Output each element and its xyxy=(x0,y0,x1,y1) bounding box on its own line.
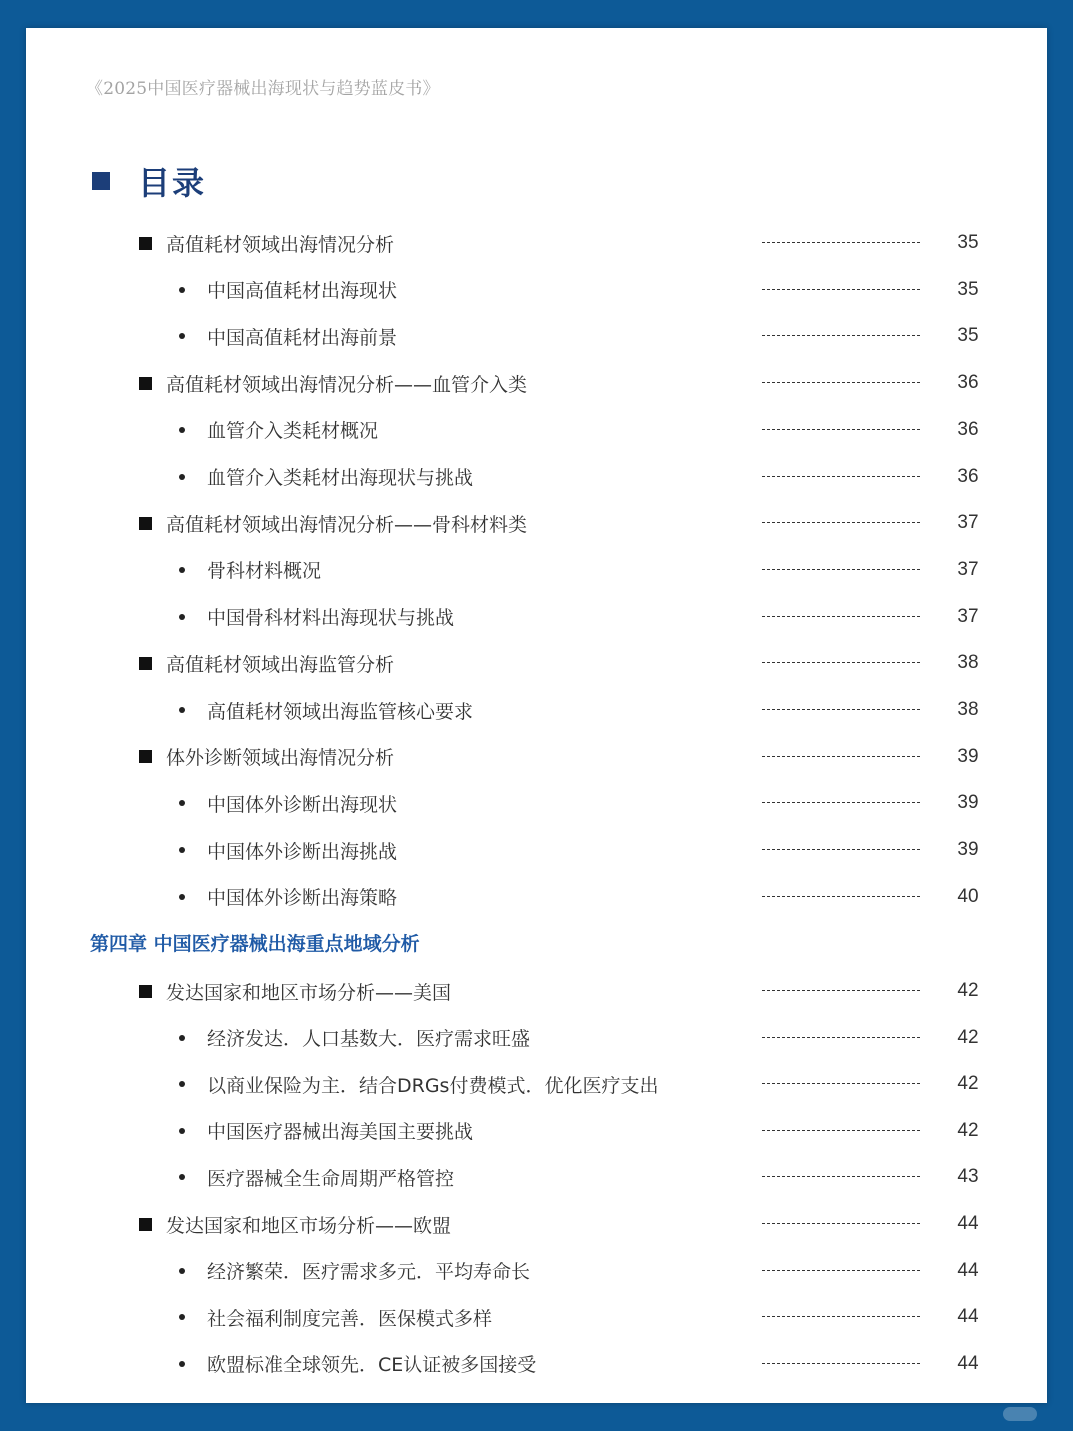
toc-page-number: 36 xyxy=(957,372,979,394)
toc-entry-label: 经济繁荣．医疗需求多元．平均寿命长 xyxy=(207,1261,531,1284)
dot-bullet-icon xyxy=(179,894,185,900)
toc-section-entry[interactable] xyxy=(26,228,1047,258)
toc-page-number: 37 xyxy=(957,512,979,534)
toc-entry-label: 血管介入类耗材概况 xyxy=(207,420,379,443)
toc-page-number: 35 xyxy=(957,325,979,347)
toc-entry-label: 中国医疗器械出海美国主要挑战 xyxy=(207,1121,474,1144)
toc-entry-label: 中国体外诊断出海现状 xyxy=(207,793,398,816)
square-bullet-icon xyxy=(139,985,152,998)
dot-bullet-icon xyxy=(179,1035,185,1041)
toc-page-number: 44 xyxy=(957,1306,979,1328)
dotted-leader xyxy=(762,382,920,383)
toc-entry-label: 高值耗材领域出海情况分析——骨科材料类 xyxy=(166,513,528,536)
dotted-leader xyxy=(762,1083,920,1084)
toc-page-number: 42 xyxy=(957,1119,979,1141)
dotted-leader xyxy=(762,289,920,290)
toc-subsection-entry[interactable] xyxy=(26,788,1047,818)
toc-page-number: 36 xyxy=(957,418,979,440)
dotted-leader xyxy=(762,1037,920,1038)
toc-list xyxy=(26,28,1047,1403)
dotted-leader xyxy=(762,1223,920,1224)
dotted-leader xyxy=(762,1316,920,1317)
toc-section-entry[interactable] xyxy=(26,648,1047,678)
dotted-leader xyxy=(762,1130,920,1131)
toc-section-entry[interactable] xyxy=(26,1209,1047,1239)
toc-page-number: 37 xyxy=(957,605,979,627)
dotted-leader xyxy=(762,896,920,897)
toc-entry-label: 体外诊断领域出海情况分析 xyxy=(166,747,395,770)
dot-bullet-icon xyxy=(179,1361,185,1367)
toc-page-number: 35 xyxy=(957,232,979,253)
document-page xyxy=(26,28,1047,1403)
dotted-leader xyxy=(762,1270,920,1271)
toc-subsection-entry[interactable] xyxy=(26,835,1047,865)
toc-page-number: 39 xyxy=(957,745,979,767)
toc-subsection-entry[interactable] xyxy=(26,1349,1047,1379)
toc-subsection-entry[interactable] xyxy=(26,1256,1047,1286)
dotted-leader xyxy=(762,1363,920,1364)
toc-page-number: 37 xyxy=(957,558,979,580)
square-bullet-icon xyxy=(139,1218,152,1231)
toc-entry-label: 中国骨科材料出海现状与挑战 xyxy=(207,607,455,630)
toc-subsection-entry[interactable] xyxy=(26,1116,1047,1146)
dotted-leader xyxy=(762,1176,920,1177)
dot-bullet-icon xyxy=(179,847,185,853)
toc-section-entry[interactable] xyxy=(26,976,1047,1006)
toc-section-entry[interactable] xyxy=(26,368,1047,398)
toc-subsection-entry[interactable] xyxy=(26,1069,1047,1099)
dot-bullet-icon xyxy=(179,1081,185,1087)
dot-bullet-icon xyxy=(179,707,185,713)
toc-entry-label: 经济发达．人口基数大．医疗需求旺盛 xyxy=(207,1028,531,1051)
toc-subsection-entry[interactable] xyxy=(26,555,1047,585)
watermark-badge xyxy=(1003,1407,1037,1421)
toc-entry-label: 社会福利制度完善．医保模式多样 xyxy=(207,1307,493,1330)
dot-bullet-icon xyxy=(179,427,185,433)
toc-entry-label: 高值耗材领域出海监管核心要求 xyxy=(207,700,474,723)
toc-entry-label: 中国体外诊断出海策略 xyxy=(207,887,398,910)
toc-page-number: 43 xyxy=(957,1166,979,1188)
toc-page-number: 44 xyxy=(957,1259,979,1281)
toc-page-number: 44 xyxy=(957,1213,979,1234)
dotted-leader xyxy=(762,616,920,617)
dotted-leader xyxy=(762,709,920,710)
toc-section-entry[interactable] xyxy=(26,508,1047,538)
toc-entry-label: 高值耗材领域出海情况分析——血管介入类 xyxy=(166,373,528,396)
toc-entry-label: 医疗器械全生命周期严格管控 xyxy=(207,1167,455,1190)
toc-entry-label: 中国高值耗材出海前景 xyxy=(207,326,398,349)
toc-subsection-entry[interactable] xyxy=(26,1162,1047,1192)
toc-entry-label: 发达国家和地区市场分析——美国 xyxy=(166,981,452,1004)
dotted-leader xyxy=(762,335,920,336)
dotted-leader xyxy=(762,522,920,523)
toc-subsection-entry[interactable] xyxy=(26,415,1047,445)
toc-subsection-entry[interactable] xyxy=(26,602,1047,632)
toc-entry-label: 骨科材料概况 xyxy=(207,560,322,583)
dot-bullet-icon xyxy=(179,614,185,620)
square-bullet-icon xyxy=(139,657,152,670)
toc-entry-label: 以商业保险为主．结合DRGs付费模式．优化医疗支出 xyxy=(207,1074,659,1097)
toc-page-number: 39 xyxy=(957,792,979,814)
toc-subsection-entry[interactable] xyxy=(26,1302,1047,1332)
dot-bullet-icon xyxy=(179,333,185,339)
dotted-leader xyxy=(762,429,920,430)
toc-subsection-entry[interactable] xyxy=(26,321,1047,351)
toc-subsection-entry[interactable] xyxy=(26,882,1047,912)
toc-page-number: 38 xyxy=(957,652,979,674)
dot-bullet-icon xyxy=(179,1314,185,1320)
dot-bullet-icon xyxy=(179,1174,185,1180)
dotted-leader xyxy=(762,849,920,850)
toc-page-number: 35 xyxy=(957,278,979,300)
toc-subsection-entry[interactable] xyxy=(26,275,1047,305)
toc-page-number: 40 xyxy=(957,885,979,907)
toc-page-number: 44 xyxy=(957,1352,979,1374)
toc-title: 目录 xyxy=(138,164,207,202)
toc-entry-label: 发达国家和地区市场分析——欧盟 xyxy=(166,1214,452,1237)
toc-page-number: 42 xyxy=(957,1026,979,1048)
toc-entry-label: 高值耗材领域出海监管分析 xyxy=(166,653,395,676)
dotted-leader xyxy=(762,476,920,477)
chapter-heading[interactable]: 第四章 中国医疗器械出海重点地域分析 xyxy=(90,933,420,955)
square-bullet-icon xyxy=(139,750,152,763)
dot-bullet-icon xyxy=(179,800,185,806)
dot-bullet-icon xyxy=(179,1268,185,1274)
toc-entry-label: 血管介入类耗材出海现状与挑战 xyxy=(207,467,474,489)
document-header-title: 《2025中国医疗器械出海现状与趋势蓝皮书》 xyxy=(86,79,440,99)
dot-bullet-icon xyxy=(179,567,185,573)
dotted-leader xyxy=(762,569,920,570)
dotted-leader xyxy=(762,802,920,803)
dotted-leader xyxy=(762,242,920,243)
toc-page-number: 42 xyxy=(957,980,979,1001)
toc-page-number: 36 xyxy=(957,465,979,487)
toc-subsection-entry[interactable] xyxy=(26,462,1047,492)
square-bullet-icon xyxy=(139,517,152,530)
dot-bullet-icon xyxy=(179,474,185,480)
toc-page-number: 39 xyxy=(957,839,979,861)
toc-page-number: 42 xyxy=(957,1073,979,1095)
dot-bullet-icon xyxy=(179,1128,185,1134)
toc-page-number: 38 xyxy=(957,699,979,720)
dotted-leader xyxy=(762,756,920,757)
toc-entry-label: 中国高值耗材出海现状 xyxy=(207,280,398,303)
dotted-leader xyxy=(762,662,920,663)
toc-entry-label: 高值耗材领域出海情况分析 xyxy=(166,233,395,256)
dot-bullet-icon xyxy=(179,287,185,293)
square-bullet-icon xyxy=(139,237,152,250)
square-bullet-icon xyxy=(139,377,152,390)
toc-subsection-entry[interactable] xyxy=(26,1023,1047,1053)
toc-entry-label: 欧盟标准全球领先．CE认证被多国接受 xyxy=(207,1354,537,1377)
dotted-leader xyxy=(762,990,920,991)
toc-entry-label: 中国体外诊断出海挑战 xyxy=(207,840,398,863)
toc-section-entry[interactable] xyxy=(26,742,1047,772)
toc-subsection-entry[interactable] xyxy=(26,695,1047,725)
